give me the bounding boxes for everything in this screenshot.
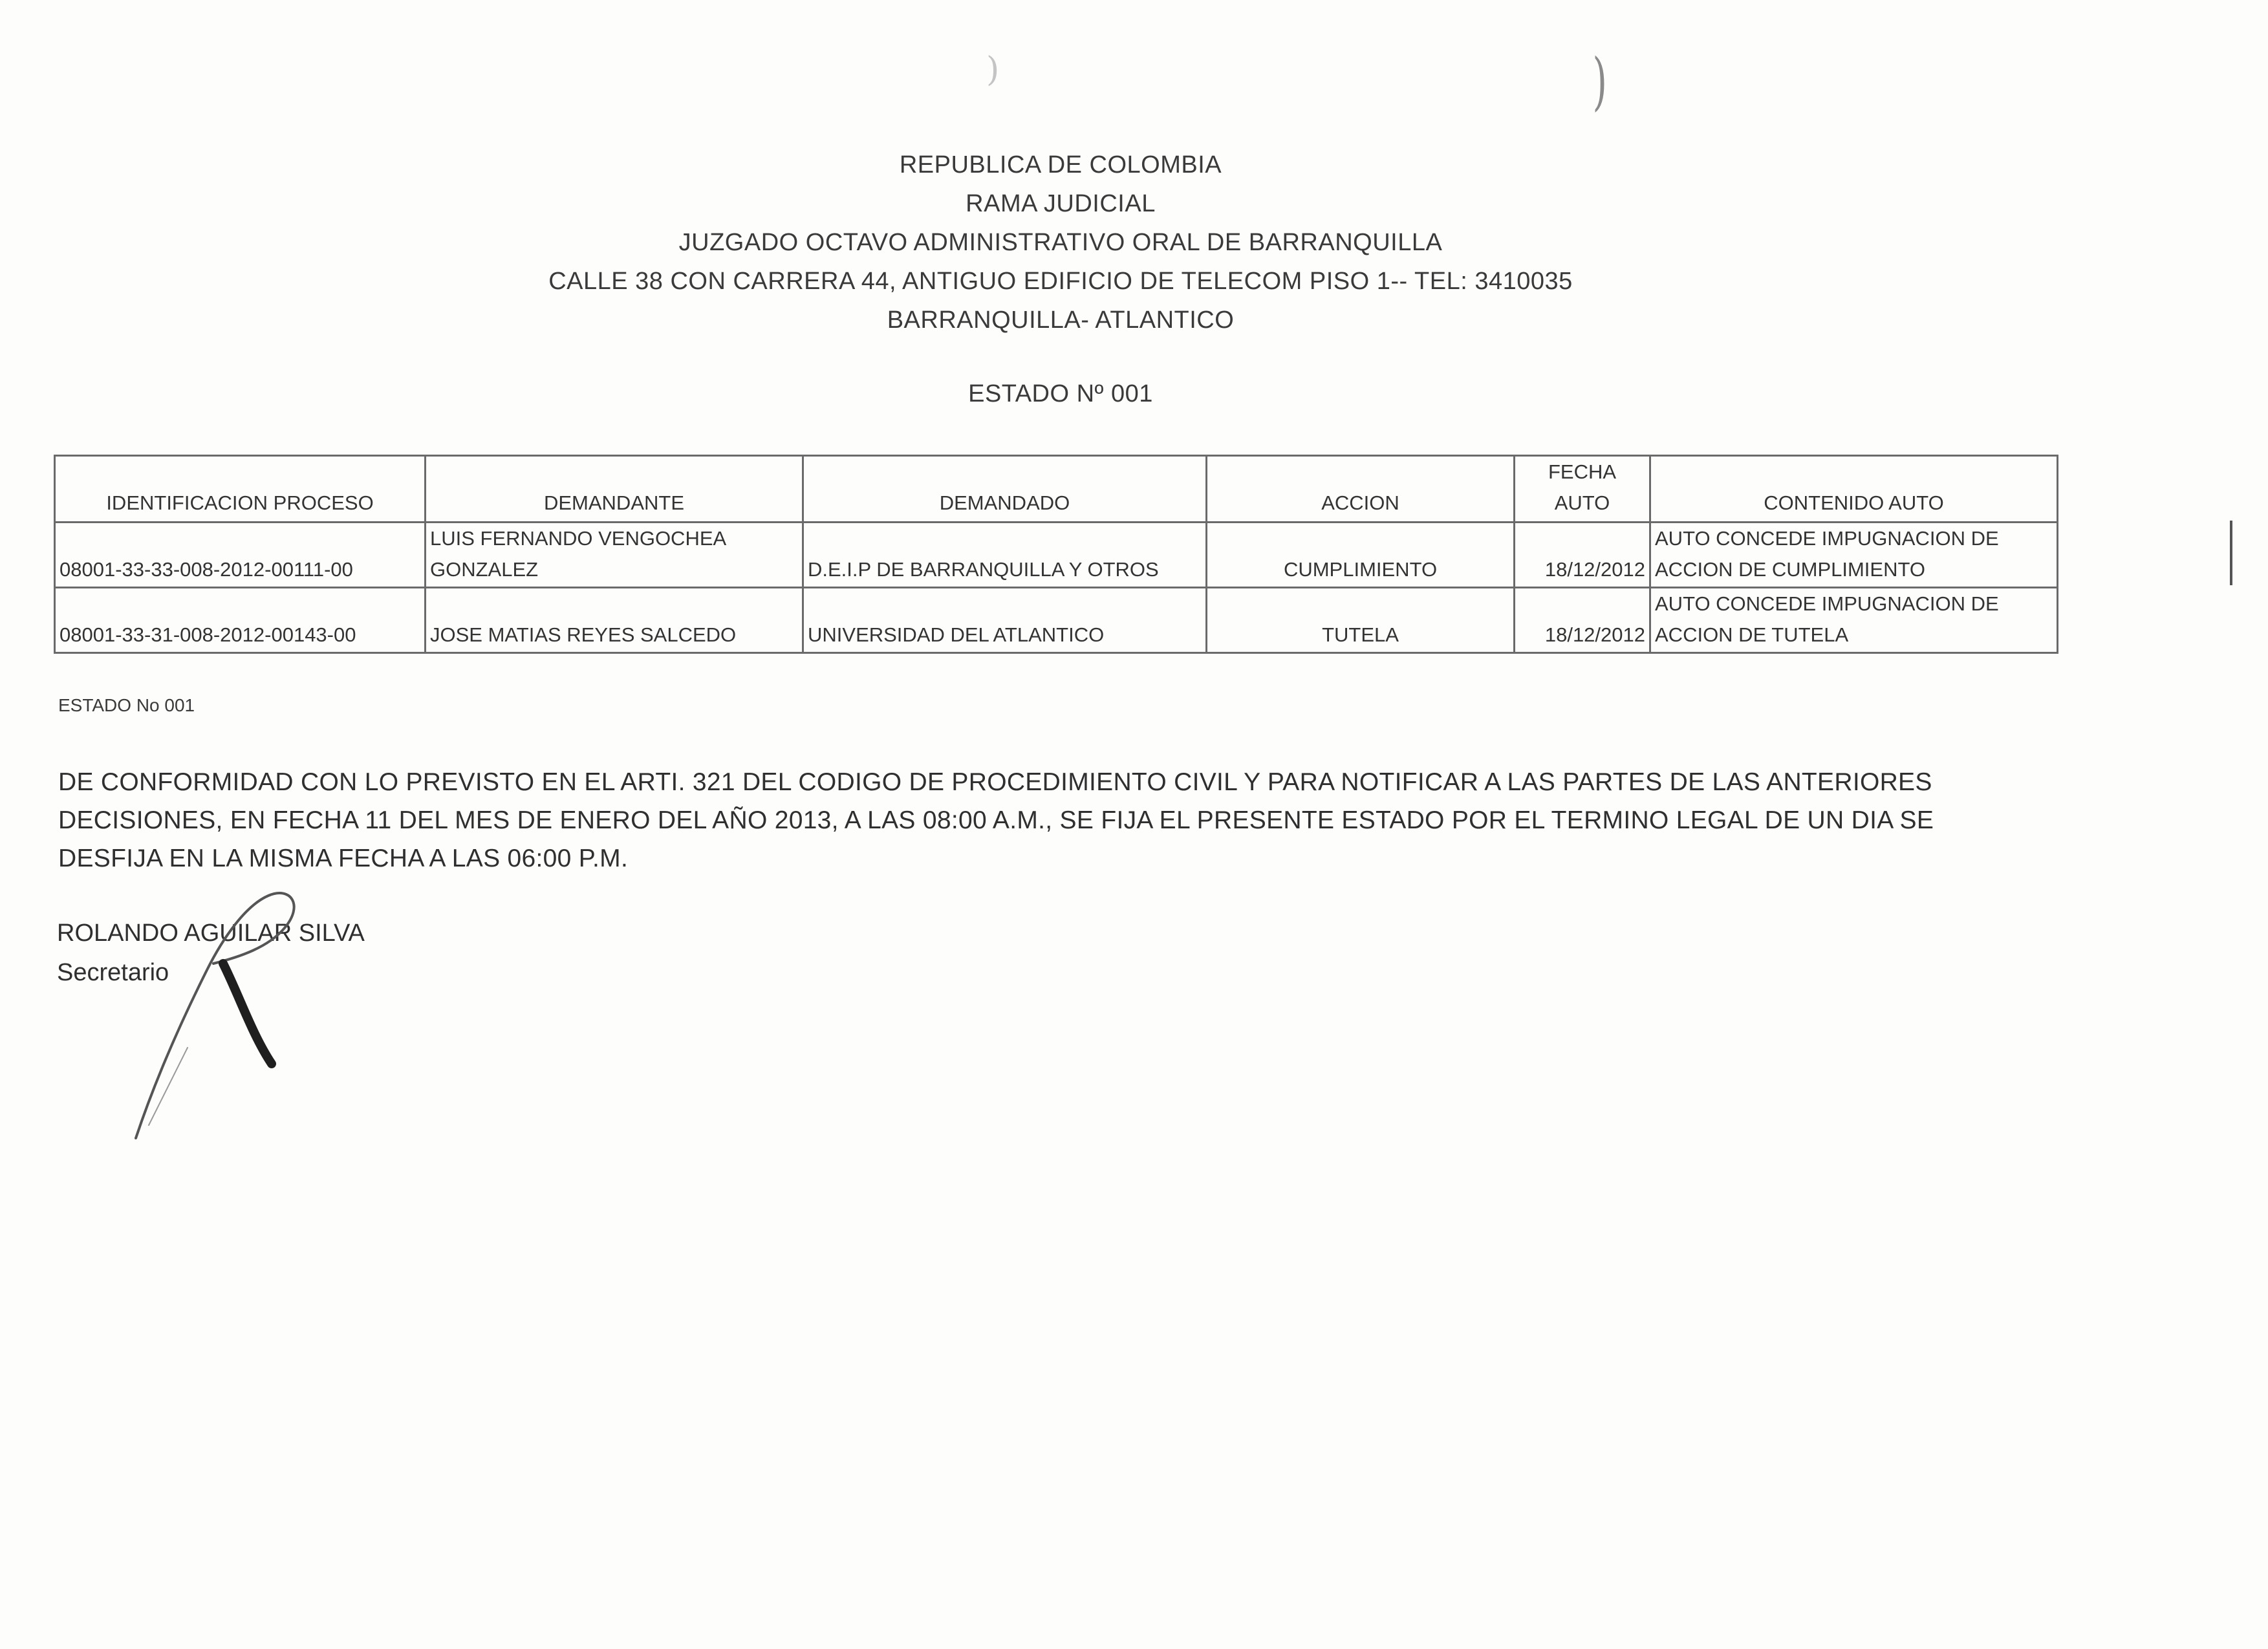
cell-demandante-line1: LUIS FERNANDO VENGOCHEA: [430, 527, 727, 550]
cell-contenido-line1: AUTO CONCEDE IMPUGNACION DE: [1655, 592, 1999, 615]
punch-hole-mark-icon: ): [986, 50, 1000, 89]
cell-accion: CUMPLIMIENTO: [1207, 523, 1515, 588]
cell-demandante-line2: GONZALEZ: [430, 558, 539, 581]
header-city: BARRANQUILLA- ATLANTICO: [887, 307, 1235, 334]
column-header-contenido: CONTENIDO AUTO: [1650, 456, 2058, 523]
scan-edge-mark: [2230, 521, 2232, 585]
paragraph-line: DESFIJA EN LA MISMA FECHA A LAS 06:00 P.M.: [58, 845, 629, 872]
estado-title: ESTADO Nº 001: [968, 380, 1153, 407]
header-court: JUZGADO OCTAVO ADMINISTRATIVO ORAL DE BARRANQUILLA: [678, 229, 1443, 256]
header-address: CALLE 38 CON CARRERA 44, ANTIGUO EDIFICIO DE TELECOM PISO 1-- TEL: 3410035: [548, 268, 1573, 295]
notification-paragraph: [58, 763, 2050, 878]
column-header-accion: ACCION: [1207, 456, 1515, 523]
signatory-role: Secretario: [57, 959, 169, 986]
cell-contenido-line2: ACCION DE CUMPLIMIENTO: [1655, 558, 1925, 581]
column-header-identificacion: IDENTIFICACION PROCESO: [55, 456, 426, 523]
cell-contenido-line2: ACCION DE TUTELA: [1655, 623, 1849, 646]
estado-label: ESTADO No 001: [58, 695, 195, 715]
signatory-name: ROLANDO AGUILAR SILVA: [57, 920, 365, 947]
cell-contenido: [1650, 523, 2058, 588]
cell-contenido: [1650, 588, 2058, 653]
cell-demandado: D.E.I.P DE BARRANQUILLA Y OTROS: [803, 523, 1207, 588]
header-branch: RAMA JUDICIAL: [966, 190, 1156, 217]
column-header-fecha-line1: FECHA: [1548, 460, 1617, 483]
cell-identificacion: 08001-33-31-008-2012-00143-00: [55, 588, 426, 653]
paragraph-line: DECISIONES, EN FECHA 11 DEL MES DE ENERO DEL AÑO 2013, A LAS 08:00 A.M., SE FIJA EL PRESENTE ESTADO POR EL TERMINO LEGAL DE UN DIA SE: [58, 806, 1934, 834]
document-header: [0, 146, 2121, 339]
cell-fecha: 18/12/2012: [1515, 523, 1650, 588]
cell-accion: TUTELA: [1207, 588, 1515, 653]
column-header-demandante: DEMANDANTE: [426, 456, 803, 523]
cell-demandante: [426, 523, 803, 588]
table-row: [55, 588, 2058, 653]
punch-hole-mark-icon: ): [1592, 45, 1607, 118]
column-header-fecha: [1515, 456, 1650, 523]
paragraph-line: DE CONFORMIDAD CON LO PREVISTO EN EL ARTI. 321 DEL CODIGO DE PROCEDIMIENTO CIVIL Y PARA NOTIFICAR A LAS PARTES DE LAS ANTERIORES: [58, 768, 1932, 796]
table-row: [55, 523, 2058, 588]
column-header-fecha-line2: AUTO: [1554, 491, 1610, 514]
column-header-demandado: DEMANDADO: [803, 456, 1207, 523]
cell-demandado: UNIVERSIDAD DEL ATLANTICO: [803, 588, 1207, 653]
cell-identificacion: 08001-33-33-008-2012-00111-00: [55, 523, 426, 588]
handwritten-signature: [110, 867, 323, 1151]
cell-demandante: JOSE MATIAS REYES SALCEDO: [426, 588, 803, 653]
cell-contenido-line1: AUTO CONCEDE IMPUGNACION DE: [1655, 527, 1999, 550]
table-header-row: [55, 456, 2058, 523]
estados-table: [54, 455, 2058, 654]
cell-fecha: 18/12/2012: [1515, 588, 1650, 653]
header-country: REPUBLICA DE COLOMBIA: [899, 151, 1222, 178]
